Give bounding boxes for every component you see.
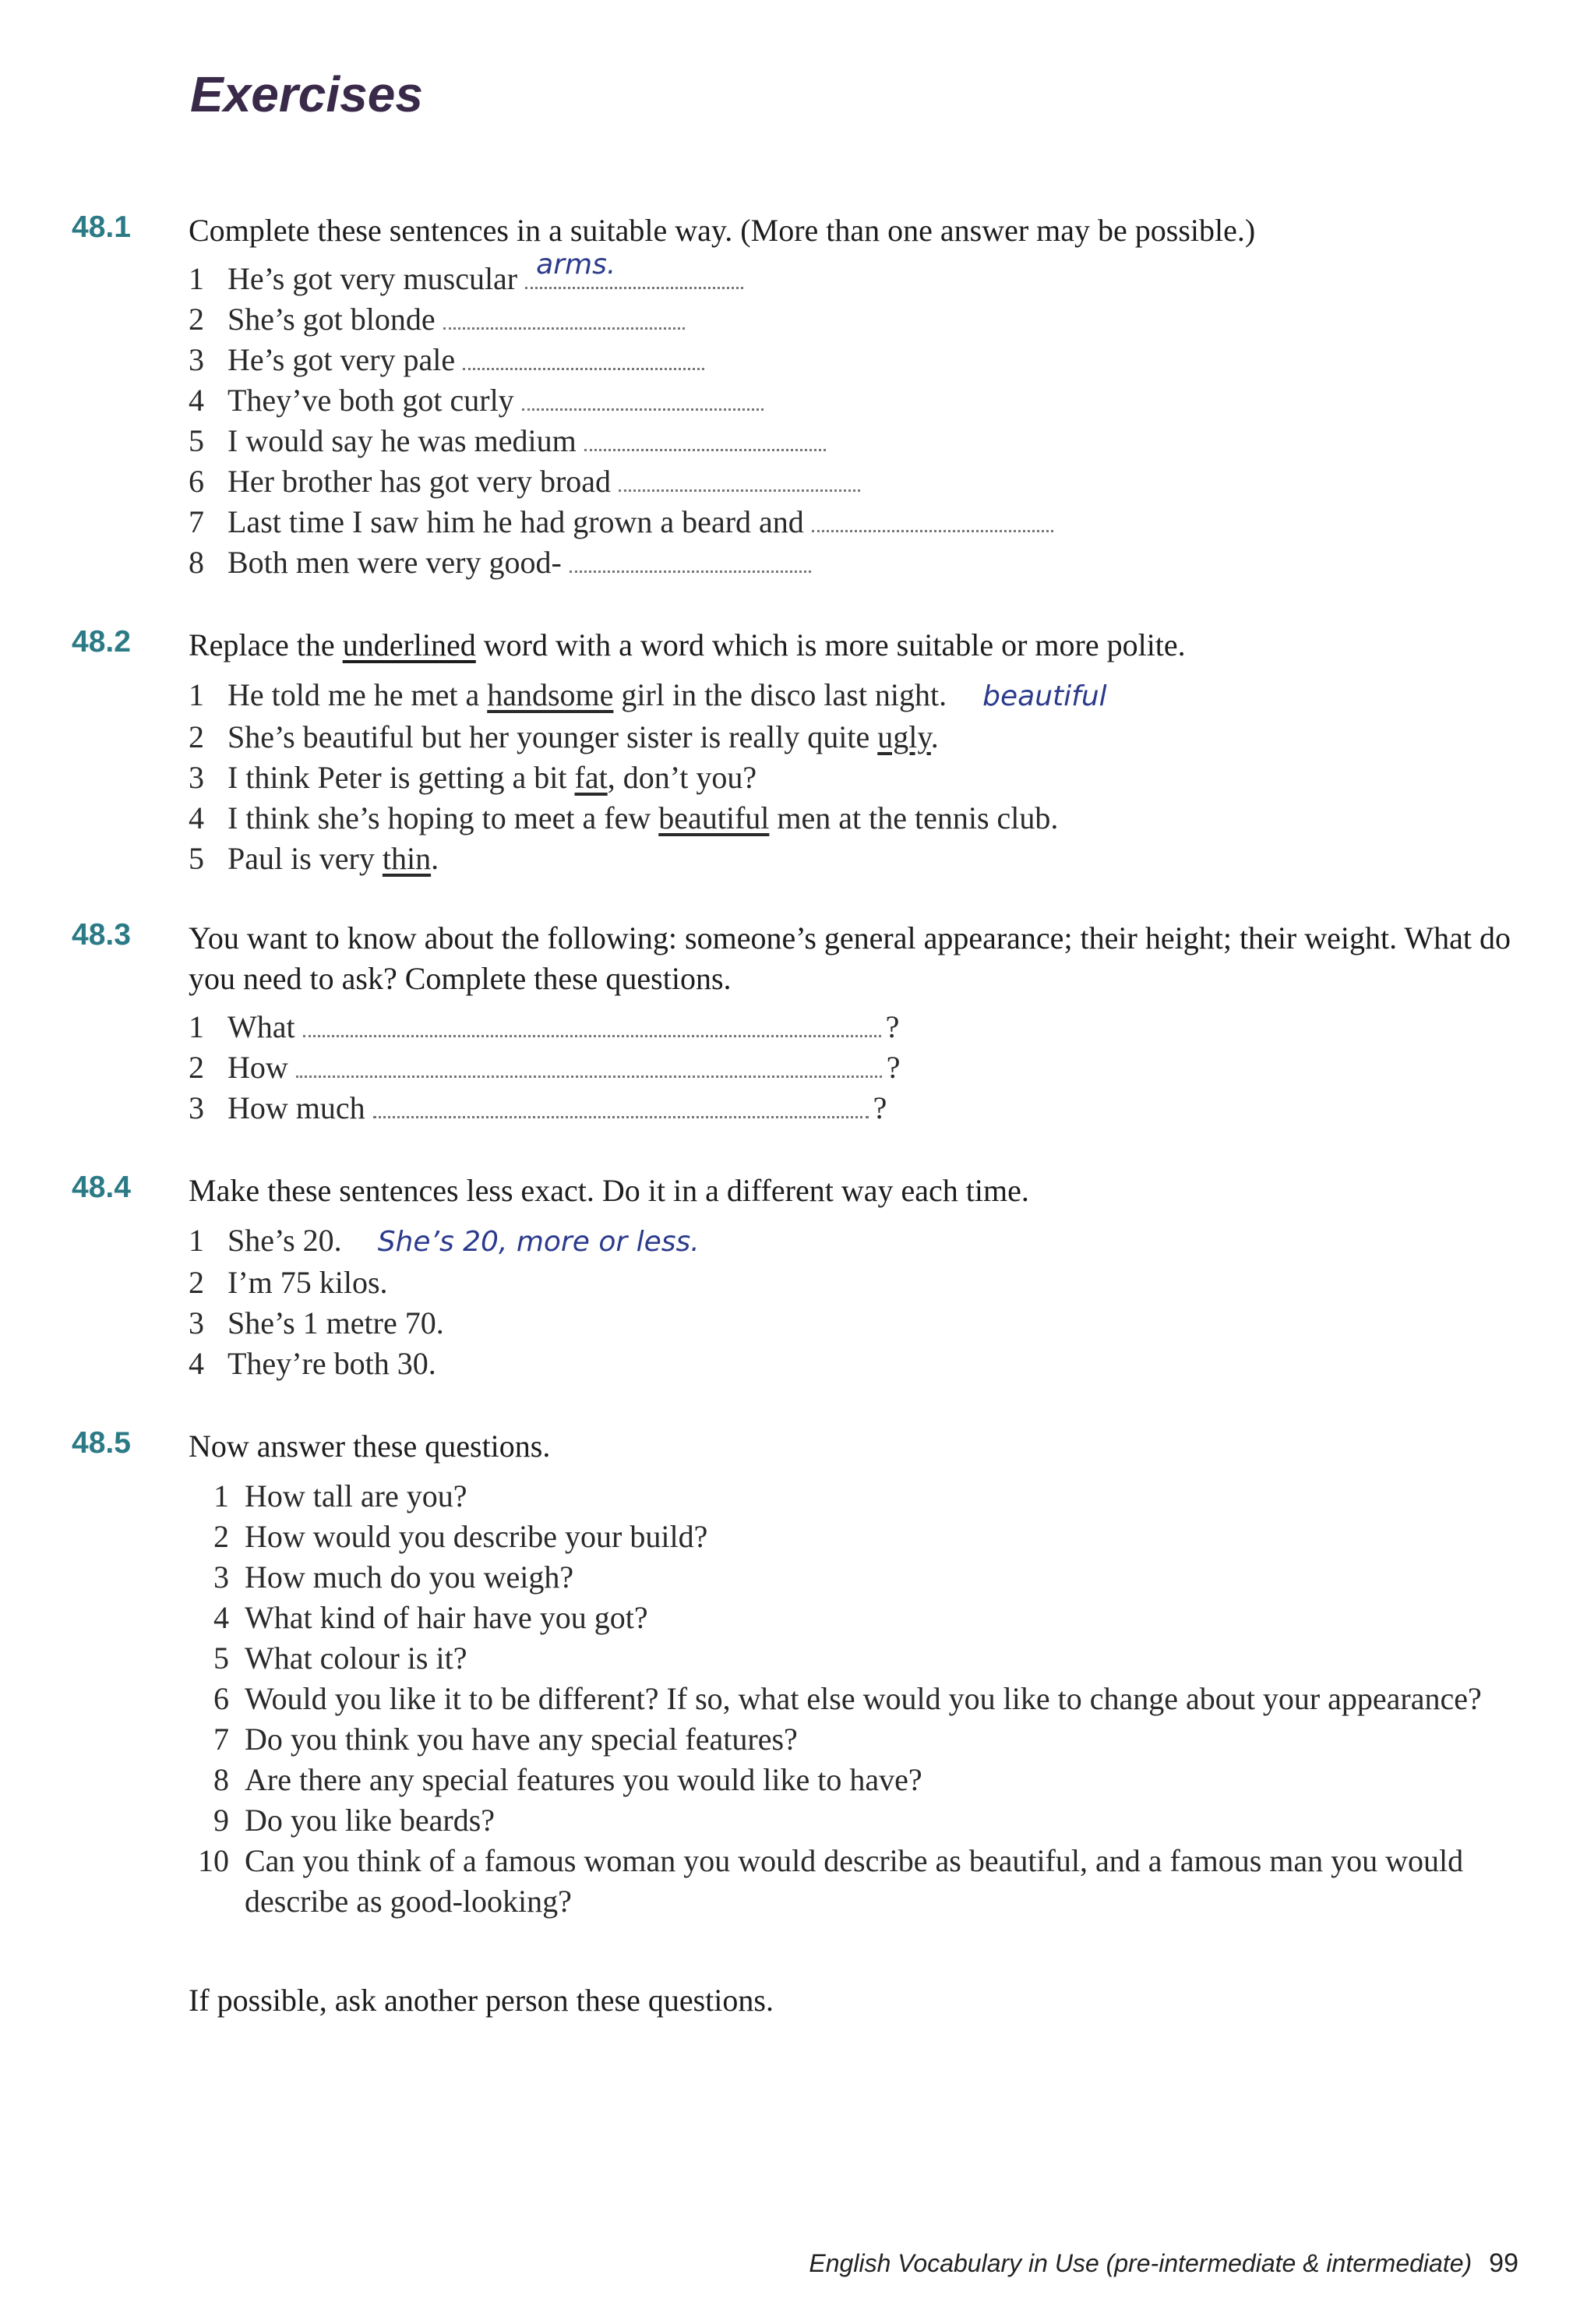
answer-blank[interactable]	[522, 385, 764, 411]
list-item: 8 Both men were very good-	[189, 542, 1536, 583]
answer-blank[interactable]	[812, 507, 1053, 532]
answer-blank[interactable]	[570, 547, 811, 573]
list-item: 5 I would say he was medium	[189, 421, 1536, 461]
list-item: 5 Paul is very thin.	[189, 841, 439, 876]
list-item: 1 What ?	[189, 1009, 900, 1044]
list-item: 1 How tall are you?	[213, 1478, 467, 1513]
book-title: English Vocabulary in Use (pre-intermediate & intermediate)	[809, 2249, 1472, 2277]
exercise-48-1	[72, 210, 1536, 585]
item-list	[189, 1476, 1536, 1922]
page-number: 99	[1489, 2248, 1518, 2278]
list-item: 5 What colour is it?	[213, 1641, 467, 1676]
exercise-48-3	[72, 918, 1536, 1136]
list-item: 6 Her brother has got very broad	[189, 461, 1536, 502]
exercise-number: 48.4	[72, 1171, 131, 1204]
list-item: 8 Are there any special features you would like to have?	[213, 1762, 922, 1797]
answer-blank[interactable]	[619, 466, 860, 492]
exercise-instruction: Replace the underlined word with a word which is more suitable or more polite.	[189, 627, 1186, 662]
page-footer	[809, 2248, 1518, 2279]
exercise-instruction: Complete these sentences in a suitable way. (More than one answer may be possible.)	[189, 213, 1256, 248]
exercise-number: 48.2	[72, 625, 131, 659]
exercise-instruction: Make these sentences less exact. Do it in a different way each time.	[189, 1173, 1029, 1208]
exercise-48-5	[72, 1426, 1536, 1972]
list-item: 2 She’s got blonde	[189, 299, 1536, 340]
list-item: 3 How much ?	[189, 1090, 887, 1125]
exercise-number: 48.3	[72, 918, 131, 952]
list-item: 1 He told me he met a handsome girl in the disco last night. beautiful	[189, 677, 1107, 712]
answer-blank[interactable]	[373, 1093, 869, 1118]
answer-blank[interactable]	[584, 426, 826, 451]
list-item: 3 She’s 1 metre 70.	[189, 1305, 444, 1340]
exercise-number: 48.5	[72, 1426, 131, 1460]
list-item: 9 Do you like beards?	[213, 1803, 496, 1838]
list-item: 4 They’re both 30.	[189, 1346, 436, 1381]
answer-blank[interactable]	[525, 249, 743, 289]
exercise-instruction: You want to know about the following: someone’s general appearance; their height; their weight. What do you need to ask? Complete these questions.	[189, 920, 1511, 996]
item-list	[189, 249, 1536, 583]
exercise-number: 48.1	[72, 210, 131, 244]
list-item: 10 Can you think of a famous woman you would describe as beautiful, and a famous man you would describe as good-looking?	[198, 1843, 1464, 1919]
closing-instruction: If possible, ask another person these questions.	[189, 1983, 774, 2018]
item-list	[189, 1220, 1536, 1384]
handwritten-answer: arms.	[536, 249, 616, 281]
list-item: 4 They’ve both got curly	[189, 380, 1536, 421]
answer-blank[interactable]	[296, 1052, 882, 1078]
list-item: 1 He’s got very muscular arms.	[189, 259, 1536, 299]
list-item: 3 How much do you weigh?	[213, 1559, 574, 1595]
list-item: 6 Would you like it to be different? If so, what else would you like to change about your appearance?	[213, 1681, 1482, 1716]
list-item: 7 Do you think you have any special features?	[213, 1722, 798, 1757]
page-title: Exercises	[190, 66, 423, 122]
list-item: 7 Last time I saw him he had grown a beard and	[189, 502, 1536, 542]
item-list	[189, 675, 1536, 879]
item-list	[189, 1007, 1536, 1128]
exercise-48-4	[72, 1171, 1536, 1389]
exercise-instruction: Now answer these questions.	[189, 1429, 551, 1464]
list-item: 3 I think Peter is getting a bit fat, don’t you?	[189, 760, 757, 795]
list-item: 2 She’s beautiful but her younger sister is really quite ugly.	[189, 719, 939, 754]
list-item: 4 I think she’s hoping to meet a few beautiful men at the tennis club.	[189, 800, 1059, 835]
exercise-48-2	[72, 625, 1536, 882]
handwritten-answer: beautiful	[982, 680, 1107, 712]
answer-blank[interactable]	[303, 1012, 881, 1037]
list-item: 1 She’s 20. She’s 20, more or less.	[189, 1223, 700, 1258]
list-item: 2 How would you describe your build?	[213, 1519, 708, 1554]
list-item: 2 I’m 75 kilos.	[189, 1265, 388, 1300]
answer-blank[interactable]	[463, 344, 704, 370]
handwritten-answer: She’s 20, more or less.	[377, 1226, 700, 1258]
answer-blank[interactable]	[443, 304, 685, 330]
list-item: 4 What kind of hair have you got?	[213, 1600, 648, 1635]
list-item: 2 How ?	[189, 1050, 901, 1085]
list-item: 3 He’s got very pale	[189, 340, 1536, 380]
